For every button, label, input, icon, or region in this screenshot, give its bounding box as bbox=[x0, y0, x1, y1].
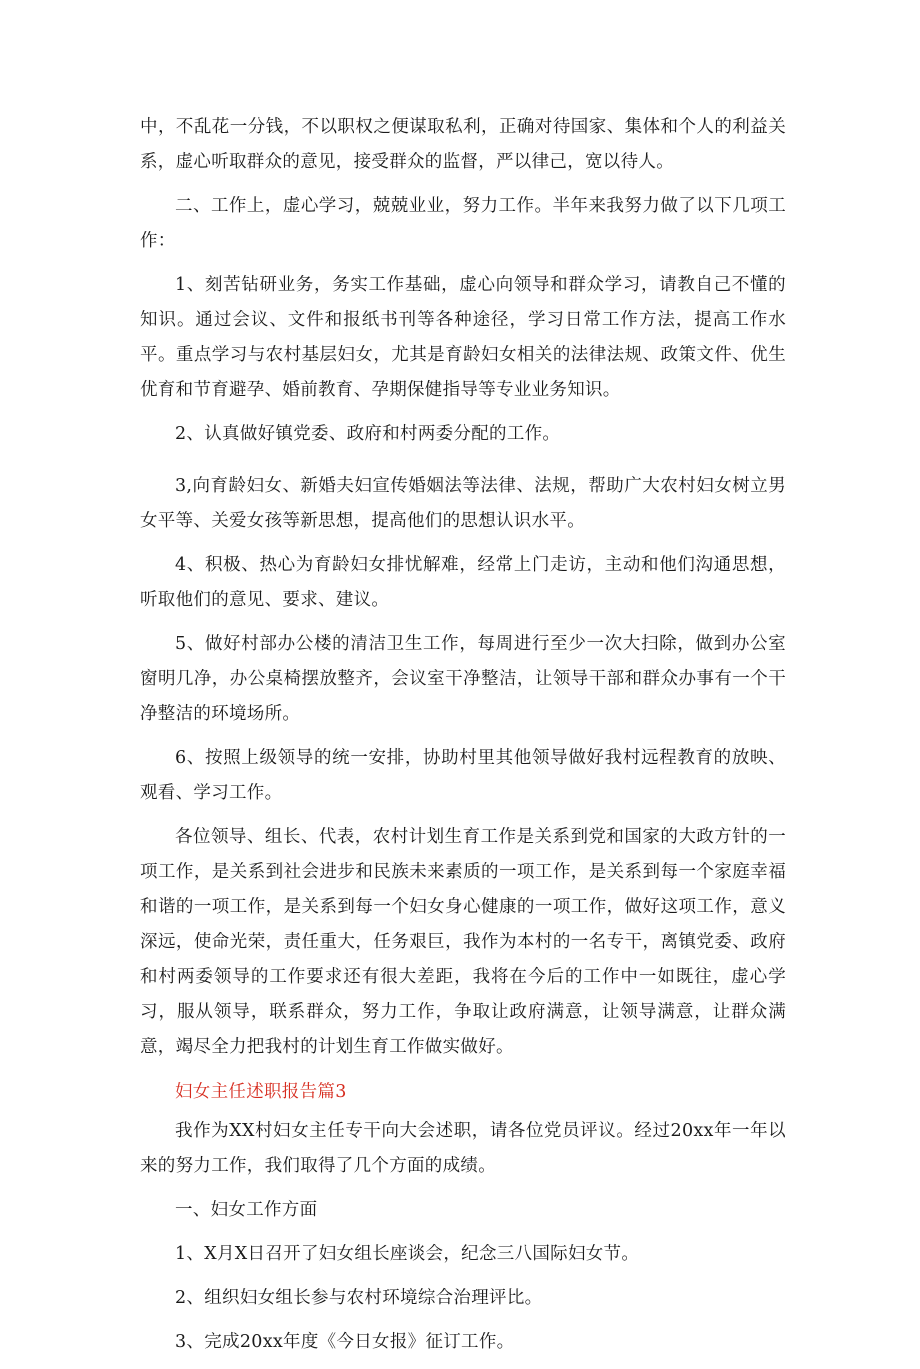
paragraph-item-2: 2、认真做好镇党委、政府和村两委分配的工作。 bbox=[175, 424, 561, 444]
paragraph-achievement-3: 3、完成20xx年度《今日女报》征订工作。 bbox=[175, 1332, 515, 1352]
document-page bbox=[140, 110, 786, 1369]
section-heading: 妇女主任述职报告篇3 bbox=[175, 1082, 347, 1102]
paragraph-achievement-2: 2、组织妇女组长参与农村环境综合治理评比。 bbox=[175, 1288, 543, 1308]
paragraph-conclusion: 各位领导、组长、代表，农村计划生育工作是关系到党和国家的大政方针的一项工作，是关系到社会进步和民族未来素质的一项工作，是关系到每一个家庭幸福和谐的一项工作，是关系到每一个妇女身心健康的一项工作，做好这项工作，意义深远，使命光荣，责任重大，任务艰巨，我作为本村的一名专干，离镇党委、政府和村两委领导的工作要求还有很大差距，我将在今后的工作中一如既往，虚心学习，服从领导，联系群众，努力工作，争取让政府满意，让领导满意，让群众满意，竭尽全力把我村的计划生育工作做实做好。 bbox=[140, 827, 786, 1057]
paragraph-work-summary: 二、工作上，虚心学习，兢兢业业，努力工作。半年来我努力做了以下几项工作： bbox=[140, 196, 786, 251]
paragraph-item-5: 5、做好村部办公楼的清洁卫生工作，每周进行至少一次大扫除，做到办公室窗明几净，办公桌椅摆放整齐，会议室干净整洁，让领导干部和群众办事有一个干净整洁的环境场所。 bbox=[140, 634, 786, 724]
paragraph-achievement-1: 1、X月X日召开了妇女组长座谈会，纪念三八国际妇女节。 bbox=[175, 1244, 640, 1264]
paragraph-women-work: 一、妇女工作方面 bbox=[175, 1200, 318, 1220]
paragraph-report-intro: 我作为XX村妇女主任专干向大会述职，请各位党员评议。经过20xx年一年以来的努力工作，我们取得了几个方面的成绩。 bbox=[140, 1121, 786, 1176]
paragraph-item-3: 3,向育龄妇女、新婚夫妇宣传婚姻法等法律、法规，帮助广大农村妇女树立男女平等、关爱女孩等新思想，提高他们的思想认识水平。 bbox=[140, 476, 786, 531]
paragraph-item-4: 4、积极、热心为育龄妇女排忧解难，经常上门走访，主动和他们沟通思想，听取他们的意见、要求、建议。 bbox=[140, 555, 786, 610]
paragraph-item-6: 6、按照上级领导的统一安排，协助村里其他领导做好我村远程教育的放映、观看、学习工作。 bbox=[140, 748, 786, 803]
paragraph-continuation: 中，不乱花一分钱，不以职权之便谋取私利，正确对待国家、集体和个人的利益关系，虚心听取群众的意见，接受群众的监督，严以律己，宽以待人。 bbox=[140, 117, 786, 172]
paragraph-item-1: 1、刻苦钻研业务，务实工作基础，虚心向领导和群众学习，请教自己不懂的知识。通过会议、文件和报纸书刊等各种途径，学习日常工作方法，提高工作水平。重点学习与农村基层妇女，尤其是育龄妇女相关的法律法规、政策文件、优生优育和节育避孕、婚前教育、孕期保健指导等专业业务知识。 bbox=[140, 275, 786, 400]
